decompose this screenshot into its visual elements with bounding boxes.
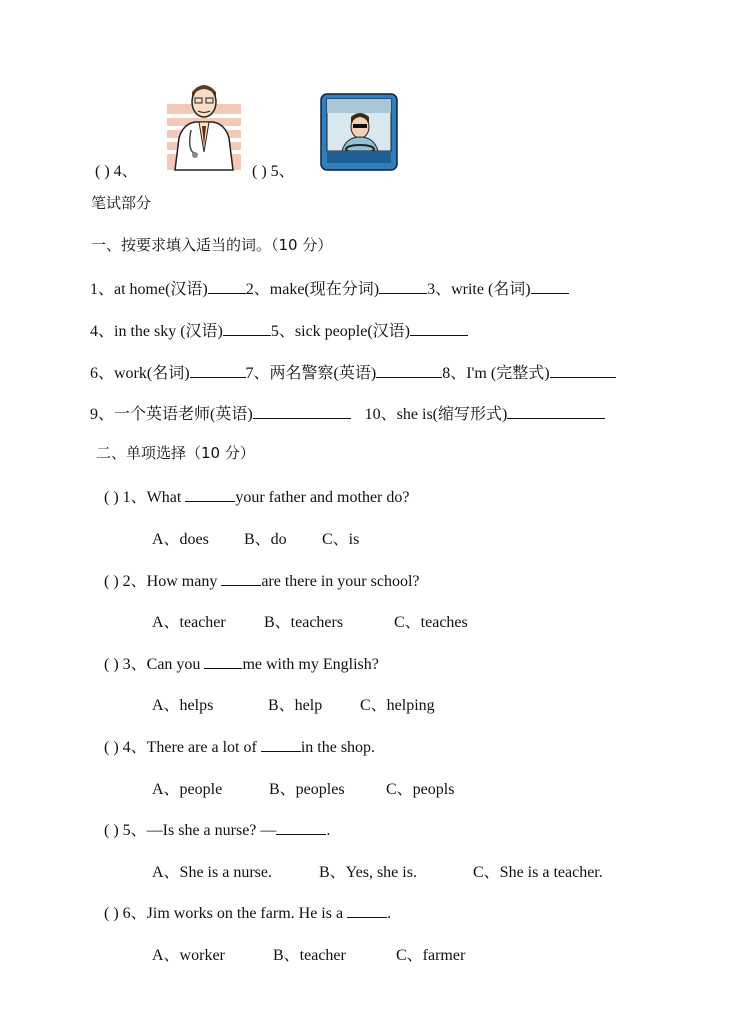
option-c[interactable]: C、farmer [396,947,466,964]
answer-blank[interactable] [550,363,616,378]
answer-blank [185,487,235,502]
options-1 [152,526,359,549]
written-heading: 笔试部分 [91,194,152,212]
option-a[interactable]: A、does [152,531,209,548]
options-6 [152,942,465,965]
question-2: ( ) 2、How many are there in your school? [104,573,420,590]
answer-blank[interactable] [531,279,569,294]
answer-blank [347,903,387,918]
answer-blank [261,737,301,752]
answer-blank[interactable] [223,321,271,336]
option-b[interactable]: B、Yes, she is. [319,864,417,881]
option-a[interactable]: A、teacher [152,614,226,631]
answer-blank[interactable] [507,404,605,419]
option-a[interactable]: A、helps [152,697,214,714]
option-c[interactable]: C、peopls [386,781,455,798]
fill-line-3: 6、work(名词) 7、两名警察(英语) 8、I'm (完整式) [90,360,616,383]
options-4 [152,776,454,799]
fill-line-2: 4、in the sky (汉语) 5、sick people(汉语) [90,318,468,341]
section1-title: 一、按要求填入适当的词。（10 分） [91,236,333,254]
answer-paren: ( ) [252,163,267,180]
bus-driver-icon [320,93,398,171]
q4-label [95,158,138,181]
q5-label [252,158,295,181]
answer-paren[interactable]: ( ) [104,656,119,673]
question-3: ( ) 3、Can you me with my English? [104,656,379,673]
answer-paren[interactable]: ( ) [104,822,119,839]
answer-blank [221,571,261,586]
question-number: 5、 [270,163,295,180]
question-5: ( ) 5、—Is she a nurse? — . [104,822,331,839]
answer-blank[interactable] [208,279,246,294]
options-2 [152,609,468,632]
option-c[interactable]: C、helping [360,697,435,714]
option-a[interactable]: A、people [152,781,223,798]
answer-blank[interactable] [376,363,442,378]
option-c[interactable]: C、teaches [394,614,468,631]
option-b[interactable]: B、do [244,531,287,548]
option-b[interactable]: B、peoples [269,781,345,798]
fill-line-4: 9、一个英语老师(英语) 10、she is(缩写形式) [90,401,605,424]
section2-title: 二、单项选择（10 分） [96,444,255,462]
option-b[interactable]: B、teachers [264,614,344,631]
option-c[interactable]: C、She is a teacher. [473,864,603,881]
options-3 [152,692,435,715]
answer-paren[interactable]: ( ) [104,573,119,590]
answer-blank[interactable] [190,363,246,378]
answer-paren[interactable]: ( ) [104,905,119,922]
answer-blank [276,820,326,835]
options-5 [152,859,603,882]
option-b[interactable]: B、help [268,697,323,714]
answer-paren: ( ) [95,163,110,180]
answer-blank[interactable] [410,321,468,336]
option-c[interactable]: C、is [322,531,360,548]
answer-blank [204,654,242,669]
option-a[interactable]: A、She is a nurse. [152,864,272,881]
question-6: ( ) 6、Jim works on the farm. He is a . [104,905,392,922]
answer-blank[interactable] [379,279,427,294]
answer-blank[interactable] [253,404,351,419]
fill-line-1: 1、at home(汉语) 2、make(现在分词) 3、write (名词) [90,276,569,299]
option-a[interactable]: A、worker [152,947,225,964]
question-4: ( ) 4、There are a lot of in the shop. [104,739,376,756]
option-b[interactable]: B、teacher [273,947,346,964]
question-number: 4、 [113,163,138,180]
answer-paren[interactable]: ( ) [104,489,119,506]
question-1: ( ) 1、What your father and mother do? [104,489,410,506]
answer-paren[interactable]: ( ) [104,739,119,756]
doctor-icon [165,80,243,172]
